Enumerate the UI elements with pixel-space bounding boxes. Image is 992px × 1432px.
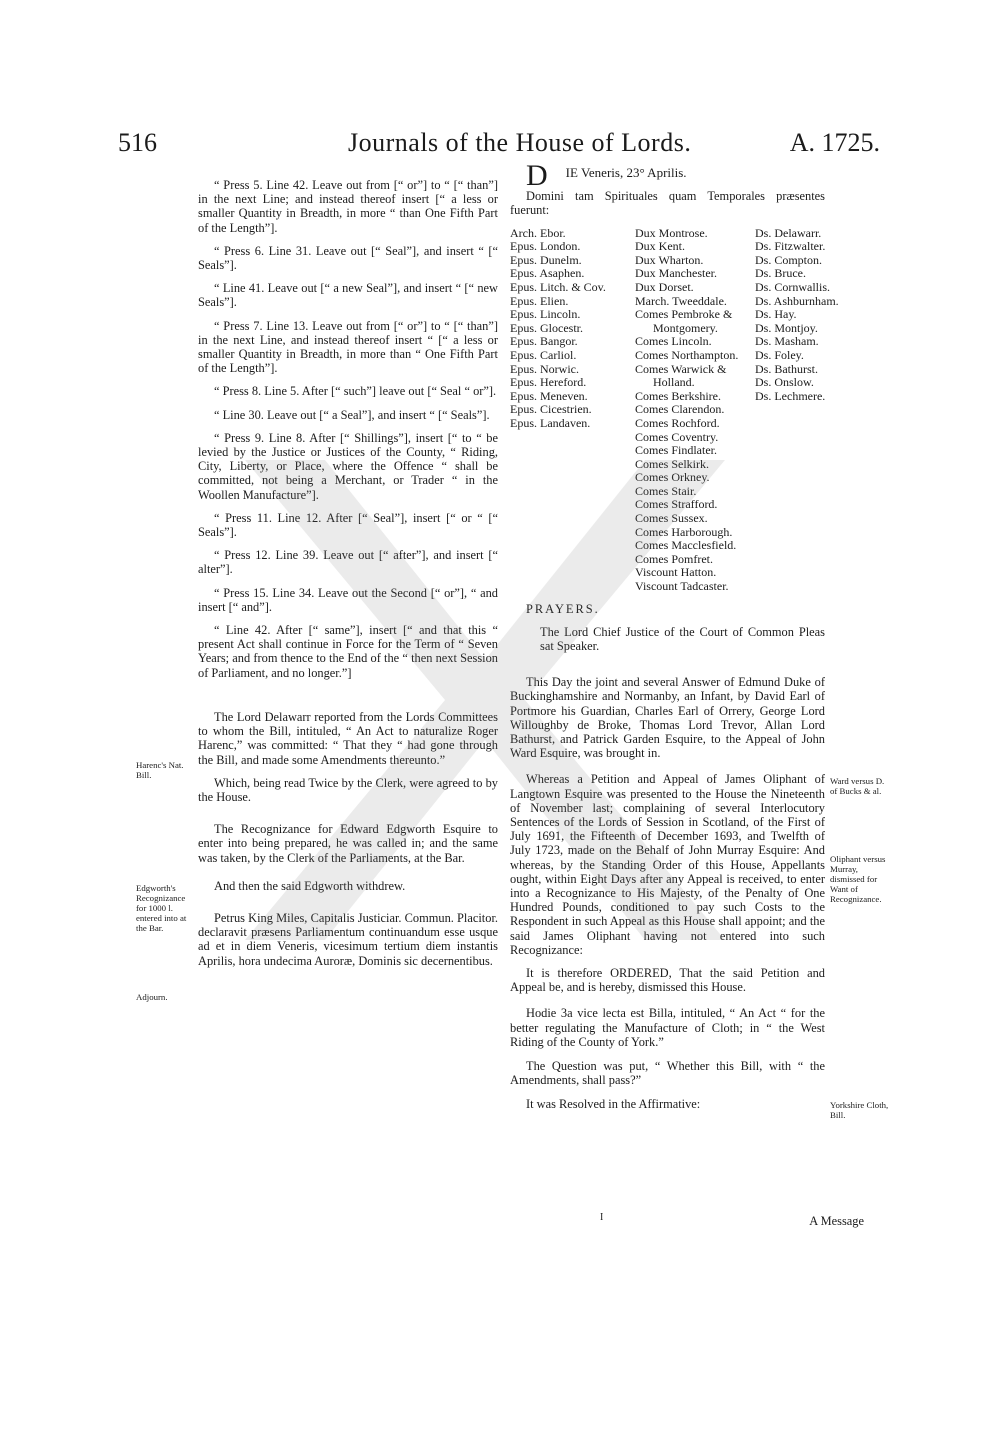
lord-name: Ds. Bathurst. (755, 361, 818, 376)
harenc-agreed: Which, being read Twice by the Clerk, were agreed to by the House. (198, 775, 498, 804)
lord-name: Montgomery. (653, 320, 718, 335)
lord-name: Epus. Glocestr. (510, 320, 583, 335)
left-column (198, 178, 498, 977)
lord-name: Epus. Dunelm. (510, 252, 582, 267)
lord-name: Comes Harborough. (635, 524, 733, 539)
lord-name: Comes Findlater. (635, 443, 717, 458)
lord-name: Epus. Norwic. (510, 361, 579, 376)
lord-name: Ds. Delawarr. (755, 225, 822, 240)
lord-name: Comes Stair. (635, 483, 697, 498)
signature-mark: I (600, 1212, 604, 1223)
lord-name: Comes Clarendon. (635, 402, 725, 417)
die-heading (510, 159, 825, 192)
lord-name: Ds. Lechmere. (755, 388, 826, 403)
ordered-paragraph: It is therefore ORDERED, That the said Petition and Appeal be, and is hereby, dismissed this House. (510, 966, 825, 995)
lord-name: Ds. Montjoy. (755, 320, 818, 335)
lord-name: Epus. Litch. & Cov. (510, 279, 606, 294)
lord-name: Epus. London. (510, 239, 581, 254)
amendment-paragraph: “ Press 12. Line 39. Leave out [“ after”], and insert [“ alter”]. (198, 548, 498, 577)
lord-name: Dux Dorset. (635, 279, 694, 294)
amendment-paragraph: “ Press 8. Line 5. After [“ such”] leave out [“ Seal “ or”]. (214, 384, 497, 399)
lord-name: Comes Pomfret. (635, 551, 713, 566)
lord-name: Comes Rochford. (635, 415, 720, 430)
lord-name: Comes Coventry. (635, 429, 719, 444)
lord-name: Dux Wharton. (635, 252, 704, 267)
lord-name: Viscount Tadcaster. (635, 579, 729, 594)
margin-note-edgworth: Edgworth's Recognizance for 1000 l. entered into at the Bar. (136, 883, 187, 933)
lord-name: Dux Kent. (635, 239, 685, 254)
lord-name: Epus. Cicestrien. (510, 402, 592, 417)
amendment-paragraph: “ Press 9. Line 8. After [“ Shillings”], insert [“ to “ be levied by the Justice or Justices of the County, “ Riding, City, Liberty, or Place, where the Offence “ shall be committed, not being a Merchant, or Trader “ in the Woollen Manufacture”]. (198, 430, 498, 502)
lord-name: Ds. Bruce. (755, 266, 806, 281)
lords-column-temporal (635, 227, 760, 594)
lord-name: Viscount Hatton. (635, 565, 717, 580)
lord-name: Comes Pembroke & (635, 307, 733, 322)
lord-name: Ds. Compton. (755, 252, 823, 267)
speaker-line: The Lord Chief Justice of the Court of Common Pleas sat Speaker. (540, 624, 825, 654)
prayers-heading: PRAYERS. (526, 601, 600, 616)
lord-name: Ds. Hay. (755, 307, 797, 322)
year-heading: A. 1725. (789, 128, 880, 157)
lord-name: Epus. Lincoln. (510, 307, 581, 322)
lord-name: Epus. Carliol. (510, 347, 577, 362)
catchword: A Message (809, 1214, 864, 1228)
amendments-list (198, 178, 498, 680)
resolved-paragraph: It was Resolved in the Affirmative: (526, 1096, 701, 1111)
lord-name: Comes Lincoln. (635, 334, 712, 349)
edgworth-recognizance: The Recognizance for Edward Edgworth Esquire to enter into being prepared, he was called in; and the same was taken, by the Clerk of the Parliaments, at the Bar. (198, 822, 498, 865)
lord-name: Epus. Elien. (510, 293, 569, 308)
margin-note-yorkshire: Yorkshire Cloth, Bill. (830, 1100, 889, 1120)
lord-name: Ds. Onslow. (755, 375, 814, 390)
lord-name: Comes Selkirk. (635, 456, 709, 471)
lords-column-spiritual (510, 227, 630, 431)
lord-name: Dux Montrose. (635, 225, 708, 240)
amendment-paragraph: “ Press 7. Line 13. Leave out from [“ or”] to “ [“ than”] in the next Line, and instead thereof insert “ [“ a less or smaller Quantity in Breadth, in more than “ One Fifth Part of the Length”]. (198, 318, 498, 376)
lord-name: Ds. Masham. (755, 334, 819, 349)
die-date: IE Veneris, 23° Aprilis. (565, 165, 687, 180)
lord-name: Comes Northampton. (635, 347, 739, 362)
amendment-paragraph: “ Press 6. Line 31. Leave out [“ Seal”], and insert “ [“ Seals”]. (198, 243, 498, 273)
lord-name: Ds. Fitzwalter. (755, 239, 826, 254)
amendment-paragraph: “ Press 15. Line 34. Leave out the Second [“ or”], “ and insert [“ and”]. (198, 585, 498, 614)
hodie-paragraph: Hodie 3a vice lecta est Billa, intituled, “ An Act “ for the better regulating the Manufacture of Cloth; in “ the West Riding of the County of York.” (510, 1006, 825, 1049)
lord-name: Dux Manchester. (635, 266, 717, 281)
lord-name: Comes Macclesfield. (635, 538, 737, 553)
margin-note-adjourn: Adjourn. (136, 992, 168, 1002)
lord-name: Comes Orkney. (635, 470, 710, 485)
running-title: Journals of the House of Lords. (348, 128, 692, 157)
lord-name: Comes Strafford. (635, 497, 718, 512)
right-column (510, 159, 839, 1120)
domini-line: Domini tam Spirituales quam Temporales præsentes fuerunt: (510, 189, 825, 218)
page-header (118, 128, 880, 168)
question-paragraph: The Question was put, “ Whether this Bill, with “ the Amendments, shall pass?” (510, 1059, 825, 1088)
page-number: 516 (118, 128, 157, 157)
lord-name: Comes Sussex. (635, 511, 708, 526)
margin-note-ward: Ward versus D. of Bucks & al. (830, 776, 885, 796)
margin-note-harenc: Harenc's Nat. Bill. (136, 760, 184, 780)
amendment-paragraph: “ Press 11. Line 12. After [“ Seal”], insert [“ or “ [“ Seals”]. (198, 510, 498, 540)
lords-present (510, 225, 839, 602)
margin-note-oliphant: Oliphant versus Murray, dismissed for Want of Recognizance. (830, 854, 886, 904)
lord-name: Holland. (653, 375, 695, 390)
amendment-paragraph: “ Line 42. After [“ same”], insert [“ and that this “ present Act shall continue in Force for the Term of “ Seven Years; and from thence to the End of the “ then next Session of Parliament, and no longer.”] (198, 623, 498, 680)
lord-name: Comes Berkshire. (635, 388, 721, 403)
lord-name: Comes Warwick & (635, 361, 727, 376)
lord-name: Ds. Foley. (755, 347, 804, 362)
adjournment-text: Petrus King Miles, Capitalis Justiciar. Commun. Placitor. declaravit præsens Parliamentum continuandum esse usque ad et in diem Veneris, vicesimum tertium diem instantis Aprilis, hora undecima Auroræ, Dominis sic decernentibus. (198, 910, 498, 968)
drop-cap: D (526, 159, 548, 192)
answer-paragraph: This Day the joint and several Answer of Edmund Duke of Buckinghamshire and Normanby, an Infant, by David Earl of Portmore his Guardian, Charles Earl of Orrery, George Lord Willoughby de Broke, Thomas Lord Trevor, Allan Lord Bathurst, and Patrick Garden Esquire, to the Appeal of John Ward Esquire, was brought in. (510, 675, 825, 761)
lord-name: Epus. Bangor. (510, 334, 578, 349)
lord-name: Ds. Cornwallis. (755, 279, 830, 294)
lord-name: Epus. Hereford. (510, 375, 587, 390)
amendment-paragraph: “ Press 5. Line 42. Leave out from [“ or”] to “ [“ than”] in the next Line; and instead thereof insert [“ a less or smaller Quantity in Breadth, in more “ than One Fifth Part of the Length”]. (198, 178, 498, 235)
lord-name: Epus. Meneven. (510, 388, 588, 403)
lord-name: Arch. Ebor. (510, 225, 566, 240)
lord-name: March. Tweeddale. (635, 293, 727, 308)
lord-name: Epus. Landaven. (510, 415, 591, 430)
lord-name: Epus. Asaphen. (510, 266, 585, 281)
edgworth-withdrew: And then the said Edgworth withdrew. (214, 878, 406, 893)
oliphant-paragraph: Whereas a Petition and Appeal of James Oliphant of Langtown Esquire was presented to the House the Nineteenth of November last; complaining of several Interlocutory Sentences of the Lords of Session in Scotland, of the First of July 1691, the Fifteenth of December 1693, and Twelfth of July 1723, made on the Behalf of John Murray Esquire: And whereas, by the Standing Order of this House, Appellants ought, within Eight Days after any Appeal is received, to enter into a Recognizance to His Majesty, of the Penalty of One Hundred Pounds, conditioned to pay such Costs to the Respondent in such Appeal as this House shall appoint; and the said James Oliphant having not entered into such Recognizance: (510, 772, 825, 957)
amendment-paragraph: “ Line 30. Leave out [“ a Seal”], and insert “ [“ Seals”]. (214, 407, 490, 422)
lords-column-barons (755, 227, 850, 404)
harenc-report: The Lord Delawarr reported from the Lords Committees to whom the Bill, intituled, “ An Act to naturalize Roger Harenc,” was committed: “ That they “ had gone through the Bill, and made some Amendments thereunto.” (198, 709, 498, 767)
lord-name: Ds. Ashburnham. (755, 293, 839, 308)
amendment-paragraph: “ Line 41. Leave out [“ a new Seal”], and insert “ [“ new Seals”]. (198, 281, 498, 310)
